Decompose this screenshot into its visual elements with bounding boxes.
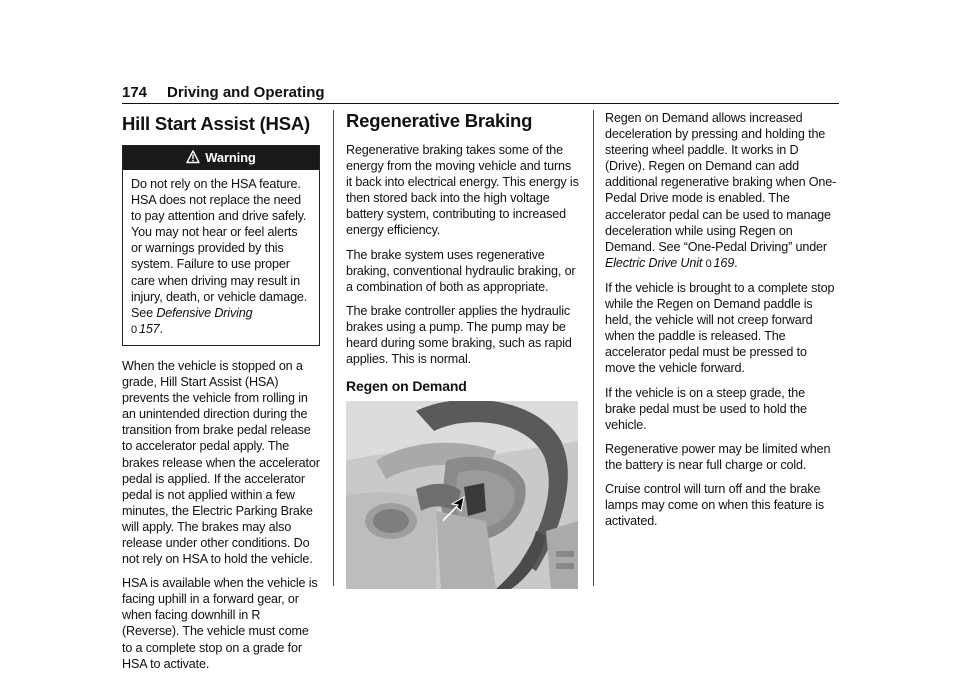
xref-electric-drive-unit[interactable]: Electric Drive Unit (605, 255, 703, 270)
steering-wheel-paddle-illustration (346, 401, 578, 589)
warning-header (123, 146, 319, 170)
regen-demand-paragraph-3: If the vehicle is on a steep grade, the brake pedal must be used to hold the vehicle. (605, 385, 807, 432)
subsection-title-regen-on-demand: Regen on Demand (346, 378, 467, 395)
warning-text: Do not rely on the HSA feature. HSA does not replace the need to pay attention and drive safely. You may not hear or feel alerts or warnings provided by this system. Failure to use proper care when driving may result in injury, death, or vehicle damage. See Defensive Driving 0 157. (123, 170, 319, 345)
column-hsa (122, 110, 320, 680)
column-regen (346, 110, 580, 589)
column-divider (333, 110, 334, 586)
section-title-regen: Regenerative Braking (346, 110, 533, 131)
hsa-paragraph-2: HSA is available when the vehicle is facing uphill in a forward gear, or when facing downhill in R (Reverse). The vehicle must come to a complete stop on a grade for HSA to activate. (122, 576, 318, 671)
warning-box (122, 145, 320, 346)
column-regen-on-demand (605, 110, 839, 537)
page-number: 174 (122, 84, 148, 101)
column-divider (593, 110, 594, 586)
regen-demand-paragraph-1: Regen on Demand allows increased deceleration by pressing and holding the steering wheel paddle. It works in D (Drive). Regen on Demand can add additional regenerative braking when One-Pedal Drive mode is enabled. The accelerator pedal can be used to manage deceleration while using Regen on Demand. See “One-Pedal Driving” under Electric Drive Unit 0 169. (605, 110, 839, 272)
regen-demand-paragraph-5: Cruise control will turn off and the brake lamps may come on when this feature is activated. (605, 481, 824, 529)
warning-label: Warning (205, 150, 256, 165)
warning-triangle-icon (186, 150, 200, 164)
xref-page[interactable]: 169 (713, 255, 735, 270)
xref-defensive-driving[interactable]: Defensive Driving (156, 305, 253, 320)
header-rule (122, 103, 839, 104)
xref-page[interactable]: 157 (138, 321, 160, 336)
section-title-hsa: Hill Start Assist (HSA) (122, 113, 310, 134)
xref-arrow-icon: 0 (705, 257, 712, 270)
hsa-paragraph-1: When the vehicle is stopped on a grade, Hill Start Assist (HSA) prevents the vehicle from rolling in an unintended direction during the transition from brake pedal release to accelerator pedal apply. The brakes release when the accelerator pedal is applied. If the accelerator pedal is not applied within a few minutes, the Electric Parking Brake will apply. The brakes may also release under other conditions. Do not rely on HSA to hold the vehicle. (122, 358, 320, 567)
chapter-title: Driving and Operating (167, 84, 325, 101)
regen-paragraph-2: The brake system uses regenerative braking, conventional hydraulic braking, or a combination of both as appropriate. (346, 247, 576, 294)
regen-paragraph-3: The brake controller applies the hydraulic brakes using a pump. The pump may be heard during some braking, such as rapid applies. This is normal. (346, 303, 572, 367)
regen-demand-paragraph-2: If the vehicle is brought to a complete stop while the Regen on Demand paddle is held, the vehicle will not creep forward when the paddle is released. The accelerator pedal must be pressed to move the vehicle forward. (605, 280, 835, 376)
page-header (122, 84, 839, 104)
regen-paragraph-1: Regenerative braking takes some of the energy from the moving vehicle and turns it back into electrical energy. This energy is then stored back into the high voltage battery system, contributing to increased energy efficiency. (346, 143, 579, 238)
regen-demand-paragraph-4: Regenerative power may be limited when the battery is near full charge or cold. (605, 441, 831, 472)
xref-arrow-icon: 0 (131, 323, 137, 336)
